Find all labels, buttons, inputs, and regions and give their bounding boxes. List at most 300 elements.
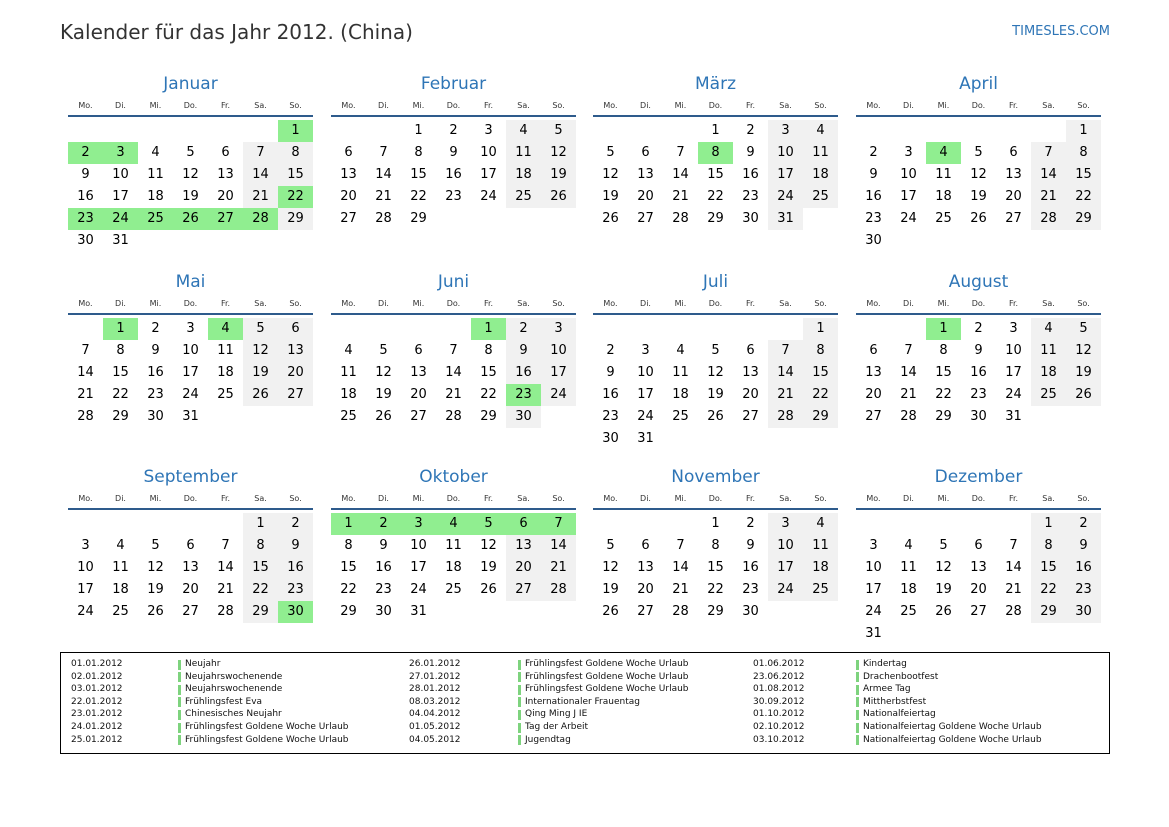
weekday-label: Do. <box>971 101 986 110</box>
day-cell: 30 <box>970 409 987 424</box>
day-cell: 12 <box>602 560 619 575</box>
month-divider <box>331 115 576 117</box>
weekday-label: Fr. <box>483 494 494 503</box>
weekday-label: Mo. <box>866 494 881 503</box>
day-cell: 18 <box>506 164 541 186</box>
day-cell: 19 <box>375 387 392 402</box>
day-cell: 29 <box>707 211 724 226</box>
day-cell: 28 <box>541 579 576 601</box>
month-name: April <box>959 74 998 94</box>
day-cell: 30 <box>375 604 392 619</box>
day-cell: 4 <box>116 538 125 553</box>
holiday-date: 03.10.2012 <box>753 734 805 745</box>
day-cell: 22 <box>112 387 129 402</box>
day-cell: 6 <box>974 538 983 553</box>
day-cell: 2 <box>746 516 755 531</box>
day-cell: 21 <box>541 557 576 579</box>
day-cell: 31 <box>182 409 199 424</box>
weekday-label: Fr. <box>220 494 231 503</box>
holiday-date: 01.01.2012 <box>71 659 123 669</box>
holiday-date: 30.09.2012 <box>753 696 805 707</box>
day-cell: 18 <box>1031 362 1066 384</box>
day-cell: 12 <box>970 167 987 182</box>
site-link[interactable]: TIMESLES.COM <box>1012 24 1110 39</box>
day-cell: 8 <box>278 142 313 164</box>
day-cell: 29 <box>278 208 313 230</box>
day-cell: 10 <box>637 365 654 380</box>
day-cell: 30 <box>506 406 541 428</box>
holiday-name: Nationalfeiertag <box>863 709 936 720</box>
weekday-label: So. <box>552 494 565 503</box>
day-cell: 6 <box>221 145 230 160</box>
holiday-name: Neujahrswochenende <box>185 684 283 695</box>
weekday-label: Do. <box>708 299 723 308</box>
weekday-label: Mo. <box>78 494 93 503</box>
day-cell: 4 <box>344 343 353 358</box>
holiday-marker <box>518 672 521 682</box>
day-cell: 12 <box>243 340 278 362</box>
day-cell: 11 <box>112 560 129 575</box>
day-cell: 17 <box>768 557 803 579</box>
day-cell: 21 <box>217 582 234 597</box>
day-cell: 30 <box>742 604 759 619</box>
day-cell: 30 <box>77 233 94 248</box>
weekday-label: Mo. <box>341 299 356 308</box>
month-name: Januar <box>163 74 218 94</box>
day-cell: 5 <box>186 145 195 160</box>
day-cell: 17 <box>865 582 882 597</box>
month-name: Juni <box>437 272 470 292</box>
holiday-date: 01.08.2012 <box>753 684 805 695</box>
day-cell: 21 <box>1005 582 1022 597</box>
day-cell: 18 <box>445 560 462 575</box>
weekday-label: Mo. <box>603 299 618 308</box>
day-cell: 12 <box>480 538 497 553</box>
day-cell: 4 <box>926 142 961 164</box>
day-cell: 4 <box>208 318 243 340</box>
weekday-label: Di. <box>640 494 651 503</box>
holiday-marker <box>178 735 181 745</box>
holiday-name: Frühlingsfest Goldene Woche Urlaub <box>185 722 349 732</box>
day-cell: 25 <box>803 186 838 208</box>
holiday-marker <box>518 735 521 745</box>
day-cell: 14 <box>217 560 234 575</box>
weekday-label: Di. <box>903 494 914 503</box>
day-cell: 27 <box>865 409 882 424</box>
day-cell: 7 <box>676 145 685 160</box>
weekday-label: Mi. <box>674 299 687 308</box>
day-cell: 20 <box>742 387 759 402</box>
weekday-label: Sa. <box>1042 494 1055 503</box>
day-cell: 5 <box>379 343 388 358</box>
day-cell: 17 <box>768 164 803 186</box>
day-cell: 14 <box>445 365 462 380</box>
day-cell: 21 <box>768 384 803 406</box>
day-cell: 9 <box>278 535 313 557</box>
day-cell: 12 <box>1066 340 1101 362</box>
day-cell: 25 <box>340 409 357 424</box>
day-cell: 26 <box>1066 384 1101 406</box>
day-cell: 22 <box>803 384 838 406</box>
day-cell: 3 <box>103 142 138 164</box>
day-cell: 2 <box>278 513 313 535</box>
day-cell: 17 <box>410 560 427 575</box>
holiday-marker <box>178 697 181 707</box>
day-cell: 10 <box>865 560 882 575</box>
holiday-name: Tag der Arbeit <box>525 722 589 732</box>
holiday-name: Frühlingsfest Goldene Woche Urlaub <box>525 684 689 695</box>
weekday-label: Mo. <box>603 494 618 503</box>
day-cell: 21 <box>243 186 278 208</box>
day-cell: 5 <box>974 145 983 160</box>
day-cell: 15 <box>1031 557 1066 579</box>
day-cell: 4 <box>904 538 913 553</box>
weekday-label: So. <box>552 299 565 308</box>
weekday-label: Sa. <box>254 299 267 308</box>
weekday-label: Mi. <box>412 101 425 110</box>
weekday-label: Mo. <box>78 299 93 308</box>
day-cell: 24 <box>768 186 803 208</box>
holiday-marker <box>178 660 181 670</box>
day-cell: 8 <box>414 145 423 160</box>
holiday-name: Neujahr <box>185 659 221 669</box>
day-cell: 23 <box>375 582 392 597</box>
holiday-marker <box>178 723 181 733</box>
day-cell: 18 <box>147 189 164 204</box>
day-cell: 26 <box>935 604 952 619</box>
day-cell: 26 <box>480 582 497 597</box>
day-cell: 5 <box>151 538 160 553</box>
day-cell: 25 <box>112 604 129 619</box>
day-cell: 12 <box>602 167 619 182</box>
day-cell: 1 <box>414 123 423 138</box>
day-cell: 11 <box>445 538 462 553</box>
weekday-label: Mi. <box>149 494 162 503</box>
day-cell: 31 <box>1005 409 1022 424</box>
day-cell: 5 <box>243 318 278 340</box>
day-cell: 1 <box>803 318 838 340</box>
day-cell: 14 <box>768 362 803 384</box>
holiday-name: Frühlingsfest Goldene Woche Urlaub <box>185 734 349 745</box>
day-cell: 23 <box>865 211 882 226</box>
day-cell: 5 <box>541 120 576 142</box>
day-cell: 28 <box>1005 604 1022 619</box>
weekday-label: Di. <box>640 101 651 110</box>
day-cell: 29 <box>707 604 724 619</box>
holiday-name: Armee Tag <box>863 684 911 695</box>
day-cell: 15 <box>707 167 724 182</box>
day-cell: 12 <box>935 560 952 575</box>
day-cell: 26 <box>243 384 278 406</box>
weekday-label: Di. <box>378 299 389 308</box>
day-cell: 20 <box>865 387 882 402</box>
day-cell: 21 <box>77 387 94 402</box>
day-cell: 12 <box>375 365 392 380</box>
day-cell: 11 <box>803 142 838 164</box>
day-cell: 13 <box>506 535 541 557</box>
weekday-label: Mo. <box>78 101 93 110</box>
day-cell: 3 <box>869 538 878 553</box>
day-cell: 7 <box>904 343 913 358</box>
day-cell: 23 <box>1066 579 1101 601</box>
day-cell: 11 <box>672 365 689 380</box>
day-cell: 10 <box>1005 343 1022 358</box>
day-cell: 10 <box>768 142 803 164</box>
weekday-label: Mi. <box>412 494 425 503</box>
day-cell: 7 <box>81 343 90 358</box>
day-cell: 30 <box>1066 601 1101 623</box>
weekday-label: Do. <box>183 494 198 503</box>
day-cell: 1 <box>926 318 961 340</box>
holiday-name: Frühlingsfest Goldene Woche Urlaub <box>525 659 689 669</box>
holiday-name: Kindertag <box>863 659 907 669</box>
weekday-label: Di. <box>903 101 914 110</box>
weekday-label: So. <box>289 299 302 308</box>
day-cell: 14 <box>541 535 576 557</box>
day-cell: 31 <box>768 208 803 230</box>
day-cell: 18 <box>803 557 838 579</box>
day-cell: 27 <box>637 604 654 619</box>
weekday-label: Fr. <box>1008 299 1019 308</box>
day-cell: 18 <box>803 164 838 186</box>
holiday-marker <box>178 672 181 682</box>
day-cell: 24 <box>541 384 576 406</box>
holiday-date: 04.04.2012 <box>409 709 461 720</box>
day-cell: 5 <box>471 513 506 535</box>
day-cell: 25 <box>803 579 838 601</box>
day-cell: 21 <box>900 387 917 402</box>
weekday-label: Do. <box>971 299 986 308</box>
day-cell: 14 <box>375 167 392 182</box>
day-cell: 15 <box>410 167 427 182</box>
holiday-name: Internationaler Frauentag <box>525 696 640 707</box>
day-cell: 22 <box>1066 186 1101 208</box>
weekday-label: Di. <box>115 494 126 503</box>
day-cell: 17 <box>182 365 199 380</box>
day-cell: 7 <box>1031 142 1066 164</box>
day-cell: 22 <box>340 582 357 597</box>
month-divider <box>68 115 313 117</box>
weekday-label: Di. <box>640 299 651 308</box>
day-cell: 5 <box>606 538 615 553</box>
day-cell: 27 <box>340 211 357 226</box>
day-cell: 27 <box>182 604 199 619</box>
day-cell: 15 <box>935 365 952 380</box>
day-cell: 16 <box>506 362 541 384</box>
day-cell: 19 <box>147 582 164 597</box>
day-cell: 18 <box>340 387 357 402</box>
day-cell: 28 <box>445 409 462 424</box>
holiday-marker <box>518 697 521 707</box>
holiday-name: Nationalfeiertag Goldene Woche Urlaub <box>863 722 1042 732</box>
weekday-label: Mi. <box>937 101 950 110</box>
day-cell: 19 <box>602 582 619 597</box>
weekday-label: Fr. <box>745 299 756 308</box>
weekday-label: Mo. <box>866 299 881 308</box>
holiday-date: 23.01.2012 <box>71 709 123 720</box>
month-name: August <box>948 272 1009 292</box>
holiday-marker <box>518 660 521 670</box>
day-cell: 18 <box>935 189 952 204</box>
day-cell: 15 <box>243 557 278 579</box>
holiday-date: 24.01.2012 <box>71 722 123 732</box>
day-cell: 19 <box>182 189 199 204</box>
day-cell: 21 <box>1031 186 1066 208</box>
day-cell: 20 <box>340 189 357 204</box>
day-cell: 23 <box>970 387 987 402</box>
day-cell: 1 <box>278 120 313 142</box>
day-cell: 8 <box>698 142 733 164</box>
weekday-label: Mi. <box>937 494 950 503</box>
day-cell: 20 <box>506 557 541 579</box>
weekday-label: Do. <box>446 494 461 503</box>
day-cell: 16 <box>865 189 882 204</box>
holiday-name: Frühlingsfest Eva <box>185 696 263 707</box>
day-cell: 27 <box>506 579 541 601</box>
holiday-name: Neujahrswochenende <box>185 671 283 682</box>
day-cell: 2 <box>68 142 103 164</box>
weekday-label: Mi. <box>149 299 162 308</box>
day-cell: 26 <box>707 409 724 424</box>
day-cell: 22 <box>243 579 278 601</box>
day-cell: 18 <box>900 582 917 597</box>
weekday-label: Fr. <box>483 299 494 308</box>
holiday-marker <box>856 672 859 682</box>
month-divider <box>856 313 1101 315</box>
day-cell: 29 <box>1066 208 1101 230</box>
weekday-label: Mo. <box>341 101 356 110</box>
day-cell: 4 <box>1031 318 1066 340</box>
day-cell: 11 <box>147 167 164 182</box>
day-cell: 25 <box>935 211 952 226</box>
day-cell: 21 <box>375 189 392 204</box>
weekday-label: So. <box>1077 494 1090 503</box>
weekday-label: Fr. <box>745 494 756 503</box>
day-cell: 8 <box>803 340 838 362</box>
holiday-marker <box>856 710 859 720</box>
day-cell: 18 <box>112 582 129 597</box>
month-divider <box>856 508 1101 510</box>
day-cell: 28 <box>1031 208 1066 230</box>
day-cell: 26 <box>173 208 208 230</box>
day-cell: 24 <box>182 387 199 402</box>
day-cell: 19 <box>602 189 619 204</box>
month-divider <box>593 508 838 510</box>
day-cell: 19 <box>480 560 497 575</box>
day-cell: 29 <box>243 601 278 623</box>
day-cell: 2 <box>606 343 615 358</box>
day-cell: 29 <box>480 409 497 424</box>
month-name: November <box>671 467 760 487</box>
day-cell: 8 <box>484 343 493 358</box>
day-cell: 1 <box>711 123 720 138</box>
day-cell: 9 <box>81 167 90 182</box>
day-cell: 18 <box>672 387 689 402</box>
day-cell: 20 <box>970 582 987 597</box>
day-cell: 17 <box>1005 365 1022 380</box>
day-cell: 7 <box>768 340 803 362</box>
day-cell: 12 <box>182 167 199 182</box>
day-cell: 8 <box>1066 142 1101 164</box>
weekday-label: So. <box>814 299 827 308</box>
day-cell: 2 <box>151 321 160 336</box>
weekday-label: Do. <box>446 299 461 308</box>
weekday-label: Sa. <box>517 299 530 308</box>
weekday-label: Mi. <box>674 101 687 110</box>
day-cell: 15 <box>803 362 838 384</box>
day-cell: 21 <box>672 582 689 597</box>
day-cell: 16 <box>77 189 94 204</box>
day-cell: 16 <box>278 557 313 579</box>
weekday-label: So. <box>552 101 565 110</box>
weekday-label: So. <box>814 494 827 503</box>
day-cell: 24 <box>1005 387 1022 402</box>
holiday-date: 01.06.2012 <box>753 659 805 669</box>
day-cell: 1 <box>711 516 720 531</box>
day-cell: 9 <box>606 365 615 380</box>
day-cell: 27 <box>1005 211 1022 226</box>
holiday-date: 22.01.2012 <box>71 696 123 707</box>
day-cell: 6 <box>1009 145 1018 160</box>
weekday-label: Fr. <box>745 101 756 110</box>
day-cell: 25 <box>138 208 173 230</box>
holiday-marker <box>518 710 521 720</box>
weekday-label: Do. <box>708 101 723 110</box>
month-divider <box>856 115 1101 117</box>
month-name: Dezember <box>934 467 1023 487</box>
day-cell: 7 <box>1009 538 1018 553</box>
day-cell: 3 <box>1009 321 1018 336</box>
holiday-marker <box>856 685 859 695</box>
holiday-date: 01.05.2012 <box>409 722 461 732</box>
day-cell: 20 <box>1005 189 1022 204</box>
day-cell: 20 <box>637 189 654 204</box>
day-cell: 28 <box>900 409 917 424</box>
holiday-date: 28.01.2012 <box>409 684 461 695</box>
holiday-name: Chinesisches Neujahr <box>185 709 282 720</box>
day-cell: 31 <box>865 626 882 641</box>
day-cell: 6 <box>641 145 650 160</box>
day-cell: 17 <box>480 167 497 182</box>
day-cell: 13 <box>410 365 427 380</box>
day-cell: 20 <box>182 582 199 597</box>
day-cell: 14 <box>672 167 689 182</box>
day-cell: 30 <box>865 233 882 248</box>
weekday-label: Sa. <box>517 494 530 503</box>
day-cell: 1 <box>243 513 278 535</box>
month-divider <box>68 313 313 315</box>
day-cell: 21 <box>672 189 689 204</box>
day-cell: 24 <box>637 409 654 424</box>
day-cell: 13 <box>865 365 882 380</box>
day-cell: 22 <box>410 189 427 204</box>
day-cell: 3 <box>641 343 650 358</box>
day-cell: 1 <box>103 318 138 340</box>
day-cell: 2 <box>366 513 401 535</box>
day-cell: 25 <box>900 604 917 619</box>
day-cell: 6 <box>344 145 353 160</box>
day-cell: 24 <box>480 189 497 204</box>
holiday-date: 02.10.2012 <box>753 722 805 732</box>
day-cell: 9 <box>1066 535 1101 557</box>
weekday-label: Fr. <box>483 101 494 110</box>
holiday-marker <box>856 697 859 707</box>
day-cell: 6 <box>869 343 878 358</box>
day-cell: 26 <box>147 604 164 619</box>
weekday-label: Di. <box>378 101 389 110</box>
day-cell: 19 <box>1066 362 1101 384</box>
day-cell: 11 <box>217 343 234 358</box>
